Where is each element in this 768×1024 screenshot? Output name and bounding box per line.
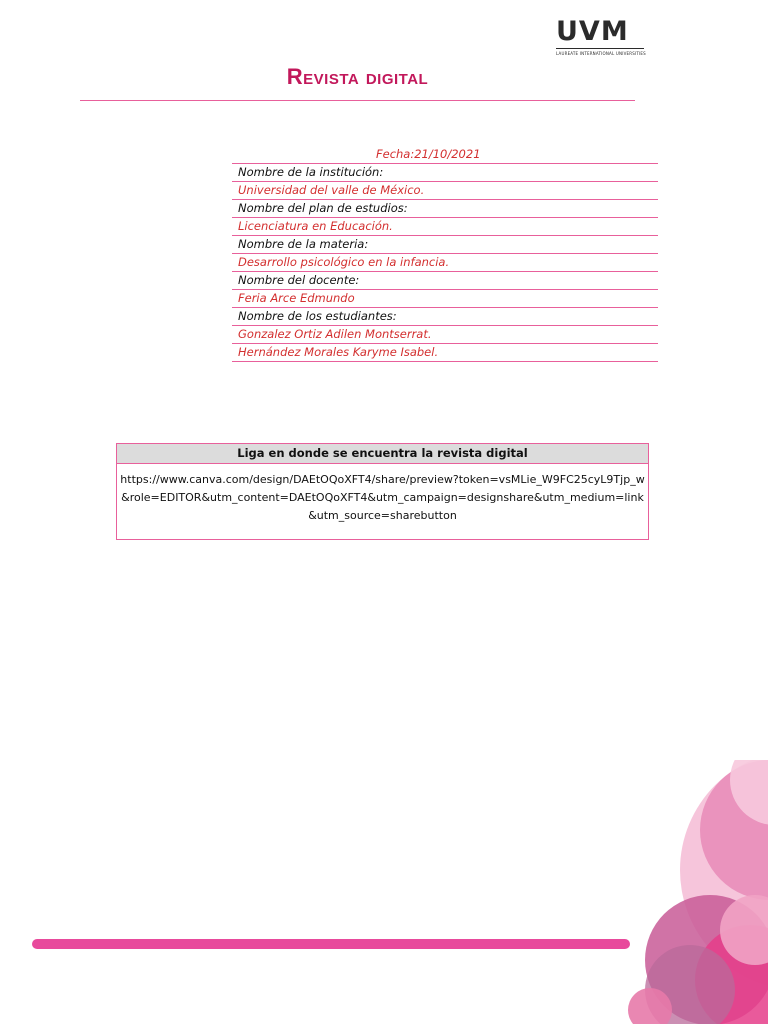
subject-label: Nombre de la materia: — [232, 236, 658, 254]
students-label: Nombre de los estudiantes: — [232, 308, 658, 326]
student-2-value: Hernández Morales Karyme Isabel. — [232, 344, 658, 362]
study-plan-label: Nombre del plan de estudios: — [232, 200, 658, 218]
logo-subtitle: LAUREATE INTERNATIONAL UNIVERSITIES — [556, 48, 644, 56]
magazine-link[interactable]: https://www.canva.com/design/DAEtOQoXFT4/share/preview?token=vsMLie_W9FC25cyL9Tjp_w&role=EDITOR&utm_content=DAEtOQoXFT4&utm_campaign=designshare&utm_medium=link&utm_source=sharebutton — [120, 473, 645, 522]
study-plan-value: Licenciatura en Educación. — [232, 218, 658, 236]
link-table-header: Liga en donde se encuentra la revista digital — [117, 444, 648, 464]
info-section — [232, 146, 658, 362]
institution-label: Nombre de la institución: — [232, 164, 658, 182]
uvm-logo — [556, 18, 644, 58]
institution-value: Universidad del valle de México. — [232, 182, 658, 200]
link-table — [116, 443, 649, 540]
subject-value: Desarrollo psicológico en la infancia. — [232, 254, 658, 272]
teacher-value: Feria Arce Edmundo — [232, 290, 658, 308]
logo-text: UVM — [556, 16, 629, 47]
decorative-circles — [600, 760, 768, 1024]
title-divider — [80, 100, 635, 101]
page-title: Revista digital — [286, 64, 429, 89]
footer-bar — [32, 939, 630, 949]
student-1-value: Gonzalez Ortiz Adilen Montserrat. — [232, 326, 658, 344]
teacher-label: Nombre del docente: — [232, 272, 658, 290]
date-field: Fecha:21/10/2021 — [232, 146, 658, 164]
